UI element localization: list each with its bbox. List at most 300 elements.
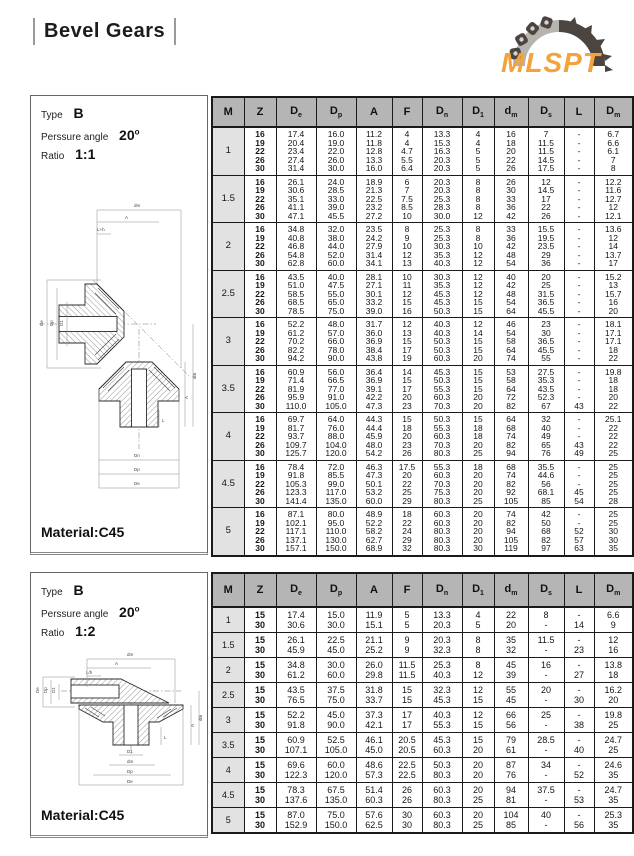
column-header-m: M (212, 573, 244, 607)
cell-module: 2 (212, 223, 244, 271)
cell-dp: 16.0 19.0 22.0 26.0 30.0 (316, 127, 356, 175)
cell-f: 22.5 22.5 (392, 758, 422, 783)
cell-z: 15 30 (244, 683, 276, 708)
cell-module: 3.5 (212, 365, 244, 413)
svg-text:Dn: Dn (134, 453, 140, 458)
cell-module: 5 (212, 808, 244, 834)
cell-dm-hub: 74 82 94 105 119 (494, 508, 528, 556)
cell-a: 57.6 62.5 (356, 808, 392, 834)
cell-dp: 37.5 75.0 (316, 683, 356, 708)
cell-dm-hub: 53 58 64 72 82 (494, 365, 528, 413)
cell-dn: 50.3 55.3 60.3 70.3 80.3 (422, 413, 462, 461)
cell-d1: 8 8 10 12 12 (462, 223, 494, 271)
cell-d1: 8 12 (462, 658, 494, 683)
pressure-label: Perssure angle (41, 608, 109, 620)
column-header-f: F (392, 97, 422, 127)
cell-de: 43.5 76.5 (276, 683, 316, 708)
cell-z: 16 19 22 26 30 (244, 318, 276, 366)
cell-dp: 60.0 120.0 (316, 758, 356, 783)
column-header-de: $D_e$ (276, 97, 316, 127)
cell-module: 3.5 (212, 733, 244, 758)
cell-module: 4 (212, 758, 244, 783)
cell-l: - - - - - (564, 127, 594, 175)
cell-d1: 12 12 12 15 15 (462, 270, 494, 318)
cell-dm-hub: 94 81 (494, 783, 528, 808)
cell-dm: 19.8 18 18 20 22 (594, 365, 633, 413)
cell-a: 51.4 60.3 (356, 783, 392, 808)
cell-ds: 12 14.5 17 22 26 (528, 175, 564, 223)
brand-name: MLSPT (501, 47, 601, 78)
cell-a: 28.1 27.1 30.1 33.2 39.0 (356, 270, 392, 318)
column-header-dm: $d_m$ (494, 573, 528, 607)
cell-dm-hub: 46 54 58 64 74 (494, 318, 528, 366)
type-label: Type (41, 110, 63, 121)
cell-d1: 4 5 (462, 607, 494, 633)
cell-l: - 56 (564, 808, 594, 834)
cell-module: 4 (212, 413, 244, 461)
svg-text:dm: dm (127, 652, 134, 657)
column-header-l: L (564, 573, 594, 607)
svg-text:De: De (39, 320, 44, 326)
cell-ds: 35.5 44.6 56 68.1 85 (528, 460, 564, 508)
cell-l: - 52 (564, 758, 594, 783)
page-header (33, 18, 176, 45)
cell-dm-hub: 66 56 (494, 708, 528, 733)
svg-text:De: De (35, 687, 40, 693)
cell-a: 44.3 44.4 45.9 48.0 54.2 (356, 413, 392, 461)
cell-d1: 8 8 8 8 12 (462, 175, 494, 223)
spec-table-ratio-1-2 (211, 572, 634, 834)
cell-dm-hub: 33 36 42 48 54 (494, 223, 528, 271)
cell-a: 46.3 47.3 50.1 53.2 60.0 (356, 460, 392, 508)
column-header-d1: $D_1$ (462, 573, 494, 607)
cell-ds: 16 - (528, 658, 564, 683)
cell-module: 1 (212, 127, 244, 175)
svg-text:Dp: Dp (134, 467, 140, 472)
cell-de: 17.4 30.6 (276, 607, 316, 633)
cell-a: 31.8 33.7 (356, 683, 392, 708)
cell-ds: 32 40 49 65 76 (528, 413, 564, 461)
cell-l: - 23 (564, 633, 594, 658)
degree-mark: o (134, 127, 140, 136)
svg-text:A: A (184, 395, 189, 399)
cell-dm: 12 16 (594, 633, 633, 658)
cell-l: - - - 43 49 (564, 413, 594, 461)
module-row-group (212, 733, 633, 758)
cell-dp: 56.0 66.5 77.0 91.0 105.0 (316, 365, 356, 413)
column-header-d1: $D_1$ (462, 97, 494, 127)
pressure-label: Perssure angle (41, 131, 109, 143)
cell-dm-hub: 64 68 74 82 94 (494, 413, 528, 461)
spec-panel-ratio-1-1 (30, 95, 208, 555)
cell-dm-hub: 26 30 33 36 42 (494, 175, 528, 223)
svg-text:A: A (190, 723, 195, 727)
cell-dm: 18.1 17.1 17.1 18 22 (594, 318, 633, 366)
cell-dn: 50.3 80.3 (422, 758, 462, 783)
cell-de: 43.5 51.0 58.5 68.5 78.5 (276, 270, 316, 318)
cell-f: 11.5 11.5 (392, 658, 422, 683)
column-header-dn: $D_n$ (422, 97, 462, 127)
type-value: B (73, 105, 84, 121)
cell-de: 34.8 40.8 46.8 54.8 62.8 (276, 223, 316, 271)
svg-text:dm: dm (127, 759, 134, 764)
spec-panel-ratio-1-2 (30, 572, 208, 838)
svg-text:dm: dm (198, 714, 203, 721)
cell-d1: 15 15 15 20 20 (462, 365, 494, 413)
cell-ds: 7 11.5 11.5 14.5 17.5 (528, 127, 564, 175)
cell-z: 15 30 (244, 808, 276, 834)
module-row-group (212, 683, 633, 708)
cell-dn: 40.3 55.3 (422, 708, 462, 733)
material-label: Material:C45 (41, 807, 125, 823)
cell-f: 17 17 (392, 708, 422, 733)
cell-l: - 14 (564, 607, 594, 633)
cell-ds: 27.5 35.3 43.5 52.3 67 (528, 365, 564, 413)
module-row-group (212, 783, 633, 808)
cell-dm-hub: 16 18 20 22 26 (494, 127, 528, 175)
cell-dm: 25.3 35 (594, 808, 633, 834)
type-line (41, 582, 207, 601)
ratio-value: 1:2 (75, 622, 96, 639)
column-header-dn: $D_n$ (422, 573, 462, 607)
cell-dp: 32.0 38.0 44.0 52.0 60.0 (316, 223, 356, 271)
cell-ds: 20 - (528, 683, 564, 708)
cell-module: 2.5 (212, 270, 244, 318)
cell-de: 78.4 91.8 105.3 123.3 141.4 (276, 460, 316, 508)
bevel-gear-drawing-1-1 (31, 184, 209, 504)
cell-d1: 20 25 (462, 783, 494, 808)
cell-de: 69.6 122.3 (276, 758, 316, 783)
cell-dm: 25 25 25 25 28 (594, 460, 633, 508)
module-row-group (212, 607, 633, 633)
cell-a: 11.9 15.1 (356, 607, 392, 633)
cell-f: 10 11 12 15 16 (392, 270, 422, 318)
column-header-dp: $D_p$ (316, 573, 356, 607)
cell-module: 4.5 (212, 783, 244, 808)
cell-l: - 38 (564, 708, 594, 733)
cell-d1: 12 14 15 15 20 (462, 318, 494, 366)
spec-block (31, 573, 207, 642)
cell-dm: 24.6 35 (594, 758, 633, 783)
module-row-group (212, 460, 633, 508)
cell-z: 15 30 (244, 758, 276, 783)
cell-de: 78.3 137.6 (276, 783, 316, 808)
cell-de: 60.9 107.1 (276, 733, 316, 758)
cell-dm: 6.7 6.6 6.1 7 8 (594, 127, 633, 175)
cell-ds: 8 - (528, 607, 564, 633)
cell-dm: 15.2 13 15.7 16 20 (594, 270, 633, 318)
cell-f: 20.5 20.5 (392, 733, 422, 758)
cell-de: 60.9 71.4 81.9 95.9 110.0 (276, 365, 316, 413)
cell-dm: 13.6 12 14 13.7 17 (594, 223, 633, 271)
cell-dm: 13.8 18 (594, 658, 633, 683)
title-right-bar (174, 18, 176, 45)
ratio-value: 1:1 (75, 145, 96, 162)
cell-a: 23.5 24.2 27.9 31.4 34.1 (356, 223, 392, 271)
cell-module: 2 (212, 658, 244, 683)
cell-dn: 60.3 80.3 (422, 783, 462, 808)
svg-text:De: De (127, 779, 133, 784)
cell-ds: 20 25 31.5 36.5 45.5 (528, 270, 564, 318)
cell-de: 26.1 30.6 35.1 41.1 47.1 (276, 175, 316, 223)
bevel-gear-drawing-1-2 (31, 647, 209, 797)
cell-a: 11.2 11.8 12.8 13.3 16.0 (356, 127, 392, 175)
cell-z: 15 30 (244, 708, 276, 733)
degree-mark: o (134, 604, 140, 613)
cell-d1: 15 18 18 20 25 (462, 413, 494, 461)
cell-dm: 6.6 9 (594, 607, 633, 633)
cell-de: 87.1 102.1 117.1 137.1 157.1 (276, 508, 316, 556)
cell-dm-hub: 40 42 48 54 64 (494, 270, 528, 318)
column-header-m: M (212, 97, 244, 127)
module-row-group (212, 270, 633, 318)
cell-z: 15 30 (244, 783, 276, 808)
cell-dm-hub: 68 74 82 92 105 (494, 460, 528, 508)
module-row-group (212, 508, 633, 556)
column-header-dm: $d_m$ (494, 97, 528, 127)
cell-l: - 40 (564, 733, 594, 758)
ratio-label: Ratio (41, 627, 65, 639)
cell-dp: 48.0 57.0 66.0 78.0 90.0 (316, 318, 356, 366)
column-header-l: L (564, 97, 594, 127)
cell-de: 69.7 81.7 93.7 109.7 125.7 (276, 413, 316, 461)
svg-text:L/h: L/h (86, 670, 93, 675)
cell-de: 26.1 45.9 (276, 633, 316, 658)
svg-text:L: L (164, 735, 167, 740)
cell-f: 14 15 17 20 23 (392, 365, 422, 413)
column-header-dp: $D_p$ (316, 97, 356, 127)
column-header-dm: $D_m$ (594, 97, 633, 127)
cell-dm-hub: 79 61 (494, 733, 528, 758)
cell-a: 37.3 42.1 (356, 708, 392, 733)
type-line (41, 105, 207, 124)
brand-logo (497, 10, 629, 80)
cell-ds: 23 30 36.5 45.5 55 (528, 318, 564, 366)
cell-dm-hub: 55 45 (494, 683, 528, 708)
svg-text:A: A (125, 215, 129, 220)
svg-text:dm: dm (192, 372, 197, 379)
cell-l: - - - 45 54 (564, 460, 594, 508)
cell-f: 15 18 20 23 26 (392, 413, 422, 461)
cell-l: - - - - - (564, 270, 594, 318)
cell-dm: 25 25 30 30 35 (594, 508, 633, 556)
svg-text:A: A (115, 661, 119, 666)
module-row-group (212, 758, 633, 783)
cell-a: 18.9 21.3 22.5 23.2 27.2 (356, 175, 392, 223)
column-header-z: Z (244, 573, 276, 607)
cell-l: - - - - - (564, 175, 594, 223)
cell-d1: 8 8 (462, 633, 494, 658)
module-row-group (212, 708, 633, 733)
cell-a: 26.0 29.8 (356, 658, 392, 683)
table-header-row (212, 573, 633, 607)
cell-f: 8 9 10 12 13 (392, 223, 422, 271)
cell-dn: 55.3 60.3 70.3 75.3 80.3 (422, 460, 462, 508)
title-left-bar (33, 18, 35, 45)
cell-dm-hub: 87 76 (494, 758, 528, 783)
module-row-group (212, 175, 633, 223)
cell-dm-hub: 22 20 (494, 607, 528, 633)
cell-a: 21.1 25.2 (356, 633, 392, 658)
column-header-z: Z (244, 97, 276, 127)
cell-a: 46.1 45.0 (356, 733, 392, 758)
cell-module: 5 (212, 508, 244, 556)
cell-a: 31.7 36.0 36.9 38.4 43.8 (356, 318, 392, 366)
module-row-group (212, 413, 633, 461)
cell-l: - 30 (564, 683, 594, 708)
cell-d1: 20 20 20 20 30 (462, 508, 494, 556)
pressure-line (41, 124, 207, 146)
column-header-a: A (356, 573, 392, 607)
svg-text:De: De (134, 481, 140, 486)
cell-l: - - - - 43 (564, 365, 594, 413)
cell-dm-hub: 35 32 (494, 633, 528, 658)
cell-l: - - - - - (564, 223, 594, 271)
cell-d1: 12 15 (462, 683, 494, 708)
cell-dn: 32.3 45.3 (422, 683, 462, 708)
module-row-group (212, 633, 633, 658)
module-row-group (212, 658, 633, 683)
cell-z: 15 30 (244, 733, 276, 758)
column-header-de: $D_e$ (276, 573, 316, 607)
cell-l: - 27 (564, 658, 594, 683)
cell-z: 16 19 22 26 30 (244, 270, 276, 318)
cell-f: 18 22 24 29 32 (392, 508, 422, 556)
svg-text:Dp: Dp (43, 687, 48, 693)
cell-dn: 25.3 25.3 30.3 35.3 40.3 (422, 223, 462, 271)
cell-module: 3 (212, 708, 244, 733)
cell-dn: 45.3 50.3 55.3 60.3 70.3 (422, 365, 462, 413)
module-row-group (212, 808, 633, 834)
cell-dp: 30.0 60.0 (316, 658, 356, 683)
cell-module: 1 (212, 607, 244, 633)
cell-a: 48.6 57.3 (356, 758, 392, 783)
cell-z: 16 19 22 26 30 (244, 365, 276, 413)
cell-ds: 37.5 - (528, 783, 564, 808)
cell-ds: 28.5 - (528, 733, 564, 758)
cell-dp: 80.0 95.0 110.0 130.0 150.0 (316, 508, 356, 556)
cell-l: - - - - - (564, 318, 594, 366)
cell-dp: 67.5 135.0 (316, 783, 356, 808)
cell-dn: 60.3 80.3 (422, 808, 462, 834)
page-title: Bevel Gears (44, 20, 166, 42)
cell-de: 52.2 61.2 70.2 82.2 94.2 (276, 318, 316, 366)
type-value: B (73, 582, 84, 598)
cell-ds: 40 - (528, 808, 564, 834)
cell-module: 1.5 (212, 633, 244, 658)
cell-f: 4 4 4.7 5.5 6.4 (392, 127, 422, 175)
cell-f: 6 7 7.5 8.5 10 (392, 175, 422, 223)
column-header-f: F (392, 573, 422, 607)
pressure-value: 20 (119, 603, 135, 620)
cell-dp: 75.0 150.0 (316, 808, 356, 834)
pressure-value: 20 (119, 126, 135, 143)
cell-f: 12 13 15 17 19 (392, 318, 422, 366)
ratio-label: Ratio (41, 150, 65, 162)
module-row-group (212, 365, 633, 413)
svg-text:D1: D1 (59, 320, 64, 326)
ratio-line (41, 623, 207, 642)
cell-z: 16 19 22 26 30 (244, 508, 276, 556)
column-header-ds: $D_s$ (528, 97, 564, 127)
module-row-group (212, 318, 633, 366)
cell-de: 87.0 152.9 (276, 808, 316, 834)
cell-f: 5 5 (392, 607, 422, 633)
cell-z: 15 30 (244, 658, 276, 683)
column-header-a: A (356, 97, 392, 127)
cell-d1: 20 20 (462, 758, 494, 783)
cell-z: 16 19 22 26 30 (244, 175, 276, 223)
cell-dn: 20.3 32.3 (422, 633, 462, 658)
cell-d1: 4 4 5 5 5 (462, 127, 494, 175)
svg-text:L+h: L+h (97, 227, 105, 232)
cell-dp: 40.0 47.5 55.0 65.0 75.0 (316, 270, 356, 318)
cell-dp: 52.5 105.0 (316, 733, 356, 758)
cell-ds: 42 50 68 82 97 (528, 508, 564, 556)
spec-table-ratio-1-1 (211, 96, 634, 557)
cell-z: 16 19 22 26 30 (244, 127, 276, 175)
cell-dp: 22.5 45.0 (316, 633, 356, 658)
cell-dn: 30.3 35.3 45.3 45.3 50.3 (422, 270, 462, 318)
cell-dn: 60.3 60.3 80.3 80.3 80.3 (422, 508, 462, 556)
cell-dn: 20.3 20.3 25.3 28.3 30.0 (422, 175, 462, 223)
cell-de: 34.8 61.2 (276, 658, 316, 683)
cell-dp: 72.0 85.5 99.0 117.0 135.0 (316, 460, 356, 508)
cell-l: - 53 (564, 783, 594, 808)
material-label: Material:C45 (41, 524, 125, 540)
cell-module: 4.5 (212, 460, 244, 508)
cell-z: 15 30 (244, 633, 276, 658)
cell-z: 16 19 22 26 30 (244, 460, 276, 508)
cell-f: 15 15 (392, 683, 422, 708)
cell-dp: 15.0 30.0 (316, 607, 356, 633)
module-row-group (212, 223, 633, 271)
cell-dm: 16.2 20 (594, 683, 633, 708)
svg-text:D1: D1 (127, 749, 133, 754)
cell-dm: 19.8 25 (594, 708, 633, 733)
cell-ds: 34 - (528, 758, 564, 783)
cell-d1: 15 20 (462, 733, 494, 758)
cell-f: 9 9 (392, 633, 422, 658)
cell-de: 52.2 91.8 (276, 708, 316, 733)
table-header-row (212, 97, 633, 127)
cell-a: 48.9 52.2 58.2 62.7 68.9 (356, 508, 392, 556)
cell-z: 16 19 22 26 30 (244, 413, 276, 461)
cell-de: 17.4 20.4 23.4 27.4 31.4 (276, 127, 316, 175)
svg-text:Dp: Dp (127, 769, 133, 774)
cell-dn: 40.3 40.3 50.3 50.3 60.3 (422, 318, 462, 366)
svg-text:Dp: Dp (49, 320, 54, 326)
ratio-line (41, 146, 207, 165)
cell-z: 15 30 (244, 607, 276, 633)
cell-dm: 24.7 35 (594, 783, 633, 808)
cell-z: 16 19 22 26 30 (244, 223, 276, 271)
cell-module: 2.5 (212, 683, 244, 708)
cell-dm: 24.7 25 (594, 733, 633, 758)
svg-text:D1: D1 (51, 687, 56, 693)
spec-block (31, 96, 207, 165)
cell-module: 1.5 (212, 175, 244, 223)
svg-text:dm: dm (134, 203, 141, 208)
cell-dn: 45.3 60.3 (422, 733, 462, 758)
cell-dn: 25.3 40.3 (422, 658, 462, 683)
cell-dm-hub: 45 39 (494, 658, 528, 683)
type-label: Type (41, 587, 63, 598)
cell-f: 26 26 (392, 783, 422, 808)
cell-l: - - 52 57 63 (564, 508, 594, 556)
cell-dm-hub: 104 85 (494, 808, 528, 834)
column-header-dm: $D_m$ (594, 573, 633, 607)
